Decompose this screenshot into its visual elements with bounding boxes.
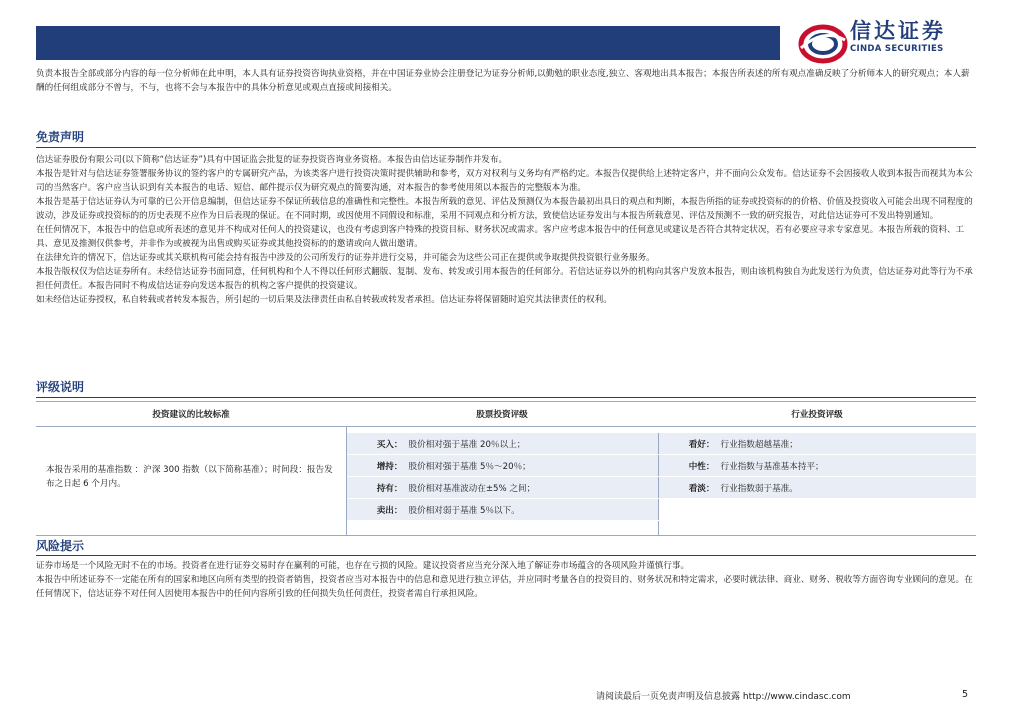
risk-rule xyxy=(36,555,976,556)
industry-rating-value: 行业指数超越基准； xyxy=(720,439,798,450)
rating-rule xyxy=(36,397,976,398)
risk-body xyxy=(36,559,976,601)
industry-rating-positive xyxy=(658,433,976,455)
stock-rating-hold xyxy=(346,477,658,499)
risk-title: 风险提示 xyxy=(36,539,85,553)
rating-header-industry: 行业投资评级 xyxy=(658,402,976,427)
disclaimer-title: 免责声明 xyxy=(36,130,85,144)
disclaimer-rule xyxy=(36,147,976,148)
disclaimer-paragraph: 本报告版权仅为信达证券所有。未经信达证券书面同意，任何机构和个人不得以任何形式翻版、复制、发布、转发或引用本报告的任何部分。若信达证券以外的机构向其客户发放本报告，则由该机构独自为此发送行为负责，信达证券对此等行为不承担任何责任。本报告同时不构成信达证券向发送本报告的机构之客户提供的投资建议。 xyxy=(36,267,973,291)
analyst-statement-text: 负责本报告全部或部分内容的每一位分析师在此申明，本人具有证券投资咨询执业资格，并在中国证券业协会注册登记为证券分析师,以勤勉的职业态度,独立、客观地出具本报告；本报告所表述的所有观点准确反映了分析师本人的研究观点；本人薪酬的任何组成部分不曾与，不与，也将不会与本报告中的具体分析意见或观点直接或间接相关。 xyxy=(36,69,970,93)
industry-rating-key: 看淡： xyxy=(688,483,715,494)
brand-name-en: CINDA SECURITIES xyxy=(850,44,944,54)
rating-basis-text: 本报告采用的基准指数 ：沪深 300 指数（以下简称基准）；时间段：报告发布之日起 6 个月内。 xyxy=(36,433,346,521)
disclaimer-paragraph: 信达证券股份有限公司(以下简称“信达证券”)具有中国证监会批复的证券投资咨询业务资格。本报告由信达证券制作并发布。 xyxy=(36,155,508,165)
risk-paragraph: 证券市场是一个风险无时不在的市场。投资者在进行证券交易时存在赢利的可能，也存在亏损的风险。建议投资者应当充分深入地了解证券市场蕴含的各项风险并谨慎行事。 xyxy=(36,561,690,571)
disclaimer-body xyxy=(36,153,976,307)
rating-title: 评级说明 xyxy=(36,380,85,394)
industry-rating-value: 行业指数与基准基本持平； xyxy=(720,461,824,472)
disclaimer-paragraph: 如未经信达证券授权，私自转载或者转发本报告，所引起的一切后果及法律责任由私自转载或转发者承担。信达证券将保留随时追究其法律责任的权利。 xyxy=(36,295,612,305)
industry-rating-key: 看好： xyxy=(688,439,715,450)
industry-rating-negative xyxy=(658,477,976,499)
page-number: 5 xyxy=(962,689,969,700)
table-row xyxy=(36,433,976,455)
industry-rating-key: 中性： xyxy=(688,461,715,472)
stock-rating-value: 股价相对弱于基准 5％以下。 xyxy=(408,505,520,516)
stock-rating-key: 增持： xyxy=(376,461,403,472)
header-bar xyxy=(36,26,780,60)
stock-rating-key: 持有： xyxy=(376,483,403,494)
disclaimer-paragraph: 在法律允许的情况下，信达证券或其关联机构可能会持有报告中涉及的公司所发行的证券并进行交易，并可能会为这些公司正在提供或争取提供投资银行业务服务。 xyxy=(36,253,655,263)
stock-rating-overweight xyxy=(346,455,658,477)
disclaimer-paragraph: 本报告是基于信达证券认为可靠的已公开信息编制，但信达证券不保证所载信息的准确性和完整性。本报告所载的意见、评估及预测仅为本报告最初出具日的观点和判断，本报告所指的证券或投资标的的价格、价值及投资收入可能会出现不同程度的波动，涉及证券或投资标的的历史表现不应作为日后表现的保证。在不同时期，或因使用不同假设和标准，采用不同观点和分析方法，致使信达证券发出与本报告所载意见、评估及预测不一致的研究报告，对此信达证券可不发出特别通知。 xyxy=(36,197,973,221)
industry-rating-value: 行业指数弱于基准。 xyxy=(720,483,798,494)
industry-rating-neutral xyxy=(658,455,976,477)
industry-rating-empty xyxy=(658,499,976,521)
stock-rating-sell xyxy=(346,499,658,521)
brand-name-cn: 信达证券 xyxy=(850,19,946,43)
stock-rating-buy xyxy=(346,433,658,455)
rating-header-stock: 股票投资评级 xyxy=(346,402,658,427)
rating-table xyxy=(36,401,976,536)
stock-rating-value: 股价相对强于基准 5％～20％； xyxy=(408,461,531,472)
stock-rating-key: 卖出： xyxy=(376,505,403,516)
cinda-logo-icon xyxy=(798,18,848,68)
analyst-statement xyxy=(36,67,976,95)
stock-rating-value: 股价相对基准波动在±5% 之间； xyxy=(408,483,536,494)
stock-rating-key: 买入： xyxy=(376,439,403,450)
risk-paragraph: 本报告中所述证券不一定能在所有的国家和地区向所有类型的投资者销售，投资者应当对本报告中的信息和意见进行独立评估，并应同时考量各自的投资目的、财务状况和特定需求，必要时就法律、商业、财务、税收等方面咨询专业顾问的意见。在任何情况下，信达证券不对任何人因使用本报告中的任何内容所引致的任何损失负任何责任，投资者需自行承担风险。 xyxy=(36,575,973,599)
stock-rating-value: 股价相对强于基准 20％以上； xyxy=(408,439,526,450)
rating-table-header-row xyxy=(36,402,976,427)
footer-disclosure-link[interactable]: 请阅读最后一页免责声明及信息披露 http://www.cindasc.com xyxy=(596,692,851,702)
rating-header-basis: 投资建议的比较标准 xyxy=(36,402,346,427)
cinda-logo xyxy=(798,18,978,68)
disclaimer-paragraph: 本报告是针对与信达证券签署服务协议的签约客户的专属研究产品，为该类客户进行投资决策时提供辅助和参考，双方对权利与义务均有严格约定。本报告仅提供给上述特定客户，并不面向公众发布。信达证券不会因接收人收到本报告而视其为本公司的当然客户。客户应当认识到有关本报告的电话、短信、邮件提示仅为研究观点的简要沟通，对本报告的参考使用须以本报告的完整版本为准。 xyxy=(36,169,973,193)
disclaimer-paragraph: 在任何情况下，本报告中的信息或所表述的意见并不构成对任何人的投资建议，也没有考虑到客户特殊的投资目标、财务状况或需求。客户应考虑本报告中的任何意见或建议是否符合其特定状况，若有必要应寻求专家意见。本报告所载的资料、工具、意见及推测仅供参考，并非作为或被视为出售或购买证券或其他投资标的的邀请或向人做出邀请。 xyxy=(36,225,965,249)
